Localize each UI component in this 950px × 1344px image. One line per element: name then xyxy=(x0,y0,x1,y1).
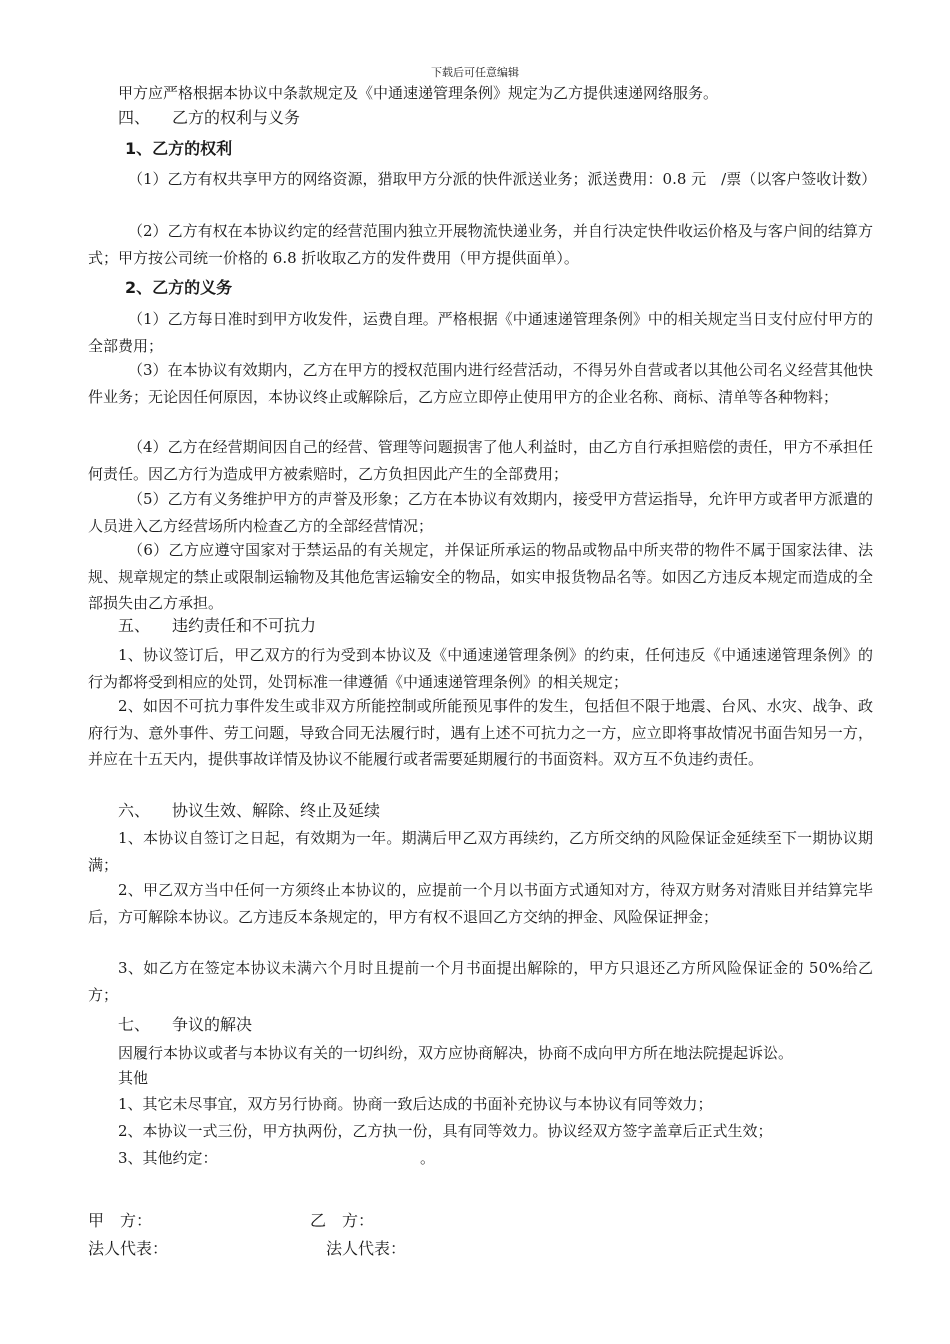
page-header: 下载后可任意编辑 xyxy=(431,66,519,79)
duties-item-1: （1）乙方每日准时到甲方收发件，运费自理。严格根据《中通速递管理条例》中的相关规定当日支付应付甲方的全部费用； xyxy=(88,310,873,355)
other-item-3: 3、其他约定： 。 xyxy=(118,1149,436,1167)
section-5-title: 违约责任和不可抗力 xyxy=(172,616,317,635)
breach-item-1: 1、协议签订后，甲乙双方的行为受到本协议及《中通速递管理条例》的约束，任何违反《中通速递管理条例》的行为都将受到相应的处罚，处罚标准一律遵循《中通速递管理条例》的相关规定； xyxy=(88,646,873,691)
dispute-paragraph: 因履行本协议或者与本协议有关的一切纠纷，双方应协商解决，协商不成向甲方所在地法院提起诉讼。 xyxy=(118,1044,794,1062)
section-7-number: 七、 xyxy=(118,1015,151,1034)
party-a-label: 甲 方： xyxy=(88,1211,153,1230)
rights-item-1: （1）乙方有权共享甲方的网络资源，猎取甲方分派的快件派送业务；派送费用：0.8 元 /票（以客户签收计数） xyxy=(128,170,877,188)
breach-item-2: 2、如因不可抗力事件发生或非双方所能控制或所能预见事件的发生，包括但不限于地震、台风、水灾、战争、政府行为、意外事件、劳工问题，导致合同无法履行时，遇有上述不可抗力之一方，应立即将事故情况书面告知另一方，并应在十五天内，提供事故详情及协议不能履行或者需要延期履行的书面资料。双方互不负违约责任。 xyxy=(88,697,873,768)
section-4-heading xyxy=(118,105,300,131)
duties-item-6: （6）乙方应遵守国家对于禁运品的有关规定，并保证所承运的物品或物品中所夹带的物件不属于国家法律、法规、规章规定的禁止或限制运输物及其他危害运输安全的物品，如实申报货物品名等。如因乙方违反本规定而造成的全部损失由乙方承担。 xyxy=(88,541,873,612)
section-5-heading xyxy=(118,613,316,639)
section-6-title: 协议生效、解除、终止及延续 xyxy=(172,801,381,820)
validity-item-3: 3、如乙方在签定本协议未满六个月时且提前一个月书面提出解除的，甲方只退还乙方所风险保证金的 50%给乙方； xyxy=(88,959,873,1004)
section-4-number: 四、 xyxy=(118,108,151,127)
duties-item-5: （5）乙方有义务维护甲方的声誉及形象；乙方在本协议有效期内，接受甲方营运指导，允许甲方或者甲方派遣的人员进入乙方经营场所内检查乙方的全部经营情况； xyxy=(88,490,873,535)
duties-item-4: （4）乙方在经营期间因自己的经营、管理等问题损害了他人利益时，由乙方自行承担赔偿的责任，甲方不承担任何责任。因乙方行为造成甲方被索赔时，乙方负担因此产生的全部费用； xyxy=(88,438,873,483)
validity-item-1: 1、本协议自签订之日起，有效期为一年。期满后甲乙双方再续约，乙方所交纳的风险保证金延续至下一期协议期满； xyxy=(88,829,873,874)
section-5-number: 五、 xyxy=(118,616,151,635)
other-item-2: 2、本协议一式三份，甲方执两份，乙方执一份，具有同等效力。协议经双方签字盖章后正式生效； xyxy=(118,1122,773,1140)
rights-item-2: （2）乙方有权在本协议约定的经营范围内独立开展物流快递业务，并自行决定快件收运价格及与客户间的结算方式；甲方按公司统一价格的 6.8 折收取乙方的发件费用（甲方提供面单）。 xyxy=(88,222,873,267)
party-b-label: 乙 方： xyxy=(310,1211,375,1230)
validity-item-2: 2、甲乙双方当中任何一方须终止本协议的，应提前一个月以书面方式通知对方，待双方财务对清账目并结算完毕后，方可解除本协议。乙方违反本条规定的，甲方有权不退回乙方交纳的押金、风险保证押金； xyxy=(88,881,873,926)
party-a-representative-label: 法人代表： xyxy=(88,1239,169,1258)
other-heading: 其他 xyxy=(118,1069,149,1087)
party-b-representative-label: 法人代表： xyxy=(326,1239,407,1258)
section-4-title: 乙方的权利与义务 xyxy=(172,108,301,127)
section-7-title: 争议的解决 xyxy=(172,1015,253,1034)
section-6-number: 六、 xyxy=(118,801,151,820)
duties-item-3: （3）在本协议有效期内，乙方在甲方的授权范围内进行经营活动，不得另外自营或者以其他公司名义经营其他快件业务；无论因任何原因，本协议终止或解除后，乙方应立即停止使用甲方的企业名称、商标、清单等各种物料； xyxy=(88,361,873,406)
duties-heading: 2、乙方的义务 xyxy=(125,278,233,297)
other-item-1: 1、其它未尽事宜，双方另行协商。协商一致后达成的书面补充协议与本协议有同等效力； xyxy=(118,1095,713,1113)
section-6-heading xyxy=(118,798,380,824)
intro-paragraph: 甲方应严格根据本协议中条款规定及《中通速递管理条例》规定为乙方提供速递网络服务。 xyxy=(118,84,719,102)
rights-heading: 1、乙方的权利 xyxy=(125,139,233,158)
section-7-heading xyxy=(118,1012,252,1038)
